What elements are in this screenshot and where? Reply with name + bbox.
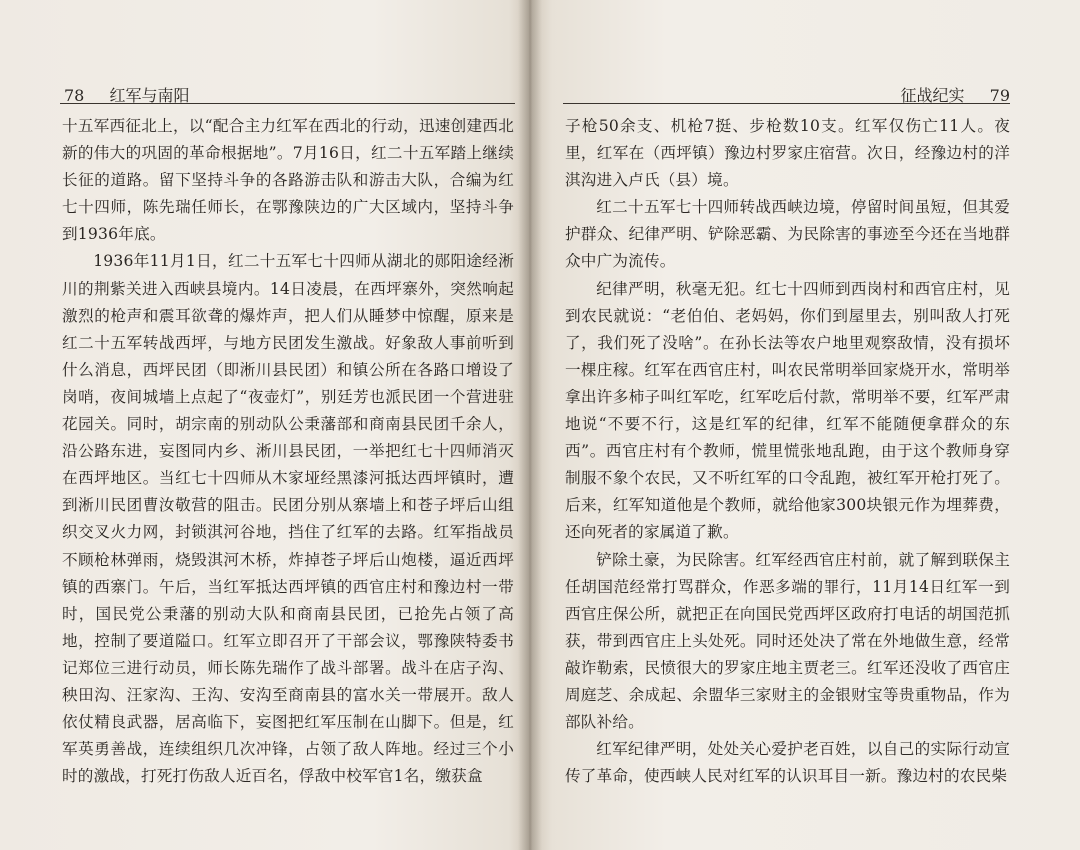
right-page [530,0,1080,850]
left-page [0,0,530,850]
right-page-header [890,83,1010,105]
book-gutter [518,0,542,850]
left-paragraph-1: 十五军西征北上，以“配合主力红军在西北的行动，迅速创建西北新的伟大的巩固的革命根据地”。7月16日，红二十五军踏上继续长征的道路。留下坚持斗争的各路游击队和游击大队，合编为红七十四师，陈先瑞任师长，在鄂豫陕边的广大区域内，坚持斗争到1936年底。 [62,117,514,244]
left-page-header [64,83,514,105]
left-page-number: 78 [64,86,85,105]
left-running-title: 红军与南阳 [109,86,190,105]
left-paragraph-2: 1936年11月1日，红二十五军七十四师从湖北的郧阳途经淅川的荆紫关进入西峡县境内。14日凌晨，在西坪寨外，突然响起激烈的枪声和震耳欲聋的爆炸声，把人们从睡梦中惊醒，原来是红二十五军转战西坪，与地方民团发生激战。好象敌人事前听到什么消息，西坪民团（即淅川县民团）和镇公所在各路口增设了岗哨，夜间城墙上点起了“夜壶灯”，别廷芳也派民团一个营进驻花园关。同时，胡宗南的别动队公秉藩部和商南县民团千余人，沿公路东进，妄图同内乡、淅川县民团，一举把红七十四师消灭在西坪地区。当红七十四师从木家垭经黑漆河抵达西坪镇时，遭到淅川民团曹汝敬营的阻击。民团分别从寨墙上和苍子坪后山组织交叉火力网，封锁淇河谷地，挡住了红军的去路。红军指战员不顾枪林弹雨，烧毁淇河木桥，炸掉苍子坪后山炮楼，逼近西坪镇的西寨门。午后，当红军抵达西坪镇的西官庄村和豫边村一带时，国民党公秉藩的别动大队和商南县民团，已抢先占领了高地，控制了要道隘口。红军立即召开了干部会议，鄂豫陕特委书记郑位三进行动员，师长陈先瑞作了战斗部署。战斗在店子沟、秧田沟、汪家沟、王沟、安沟至商南县的富水关一带展开。敌人依仗精良武器，居高临下，妄图把红军压制在山脚下。但是，红军英勇善战，连续组织几次冲锋，占领了敌人阵地。经过三个小时的激战，打死打伤敌人近百名，俘敌中校军官1名，缴获盒 [62,252,514,786]
right-running-title: 征战纪实 [900,86,965,105]
right-paragraph-5: 红军纪律严明，处处关心爱护老百姓，以自己的实际行动宣传了革命，使西峡人民对红军的认识耳目一新。豫边村的农民柴 [565,740,1010,786]
right-paragraph-3: 纪律严明，秋毫无犯。红七十四师到西岗村和西官庄村，见到农民就说：“老伯伯、老妈妈，你们到屋里去，别叫敌人打死了，我们死了没啥”。在孙长法等农户地里观察敌情，没有损坏一棵庄稼。红军在西官庄村，叫农民常明举回家烧开水，常明举拿出许多柿子叫红军吃，红军吃后付款，常明举不要，红军严肃地说“不要不行，这是红军的纪律，红军不能随便拿群众的东西”。西官庄村有个教师，慌里慌张地乱跑，由于这个教师身穿制服不象个农民，又不听红军的口令乱跑，被红军开枪打死了。后来，红军知道他是个教师，就给他家300块银元作为埋葬费，还向死者的家属道了歉。 [565,279,1010,542]
right-page-body [565,113,1010,790]
left-page-body [62,113,514,790]
right-paragraph-1: 子枪50余支、机枪7挺、步枪数10支。红军仅伤亡11人。夜里，红军在（西坪镇）豫边村罗家庄宿营。次日，经豫边村的洋淇沟进入卢氏（县）境。 [565,117,1010,190]
right-paragraph-4: 铲除土豪，为民除害。红军经西官庄村前，就了解到联保主任胡国范经常打骂群众，作恶多端的罪行，11月14日红军一到西官庄保公所，就把正在向国民党西坪区政府打电话的胡国范抓获，带到西官庄上头处死。同时还处决了常在外地做生意，经常敲诈勒索，民愤很大的罗家庄地主贾老三。红军还没收了西官庄周庭芝、余成起、余盟华三家财主的金银财宝等贵重物品，作为部队补给。 [565,550,1010,732]
right-paragraph-2: 红二十五军七十四师转战西峡边境，停留时间虽短，但其爱护群众、纪律严明、铲除恶霸、为民除害的事迹至今还在当地群众中广为流传。 [565,198,1010,271]
right-page-number: 79 [989,86,1010,105]
right-header-rule [563,103,1010,104]
left-header-rule [60,103,515,104]
